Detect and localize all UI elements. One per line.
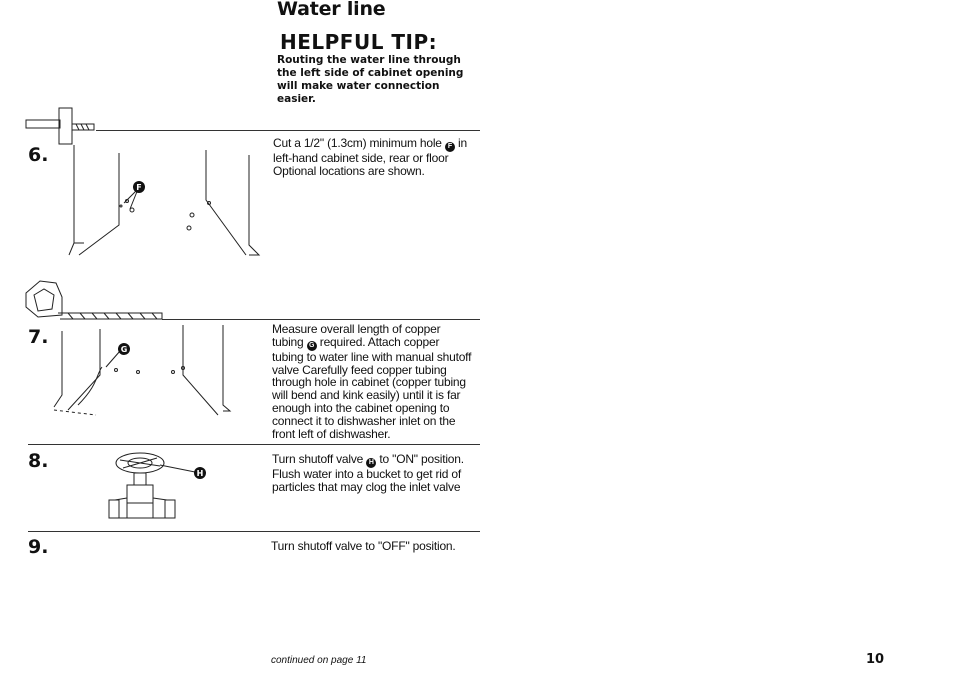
step-8-text-before: Turn shutoff valve xyxy=(272,452,367,466)
tip-text: Routing the water line through the left side of cabinet opening will make water connection easier. xyxy=(277,54,464,105)
step-6-number: 6. xyxy=(28,144,49,166)
step-9-number: 9. xyxy=(28,536,49,558)
step-9-divider xyxy=(28,531,480,532)
callout-f-label: F xyxy=(136,183,142,192)
step-7-number: 7. xyxy=(28,326,49,348)
step-6-illustration xyxy=(24,105,264,265)
page-number: 10 xyxy=(866,652,885,667)
step-7-text-after: required. Attach copper tubing to water line with manual shutoff valve Carefully feed copper tubing through hole in cabinet (copper tubing will bend and kink easily) until it is far enough into the cabinet opening to connect it to dishwasher inlet on the front left of dishwasher. xyxy=(272,334,472,441)
tip-heading: HELPFUL TIP: xyxy=(280,30,438,54)
step-9-text: Turn shutoff valve to "OFF" position. xyxy=(271,539,456,553)
step-8-divider xyxy=(28,444,480,445)
step-7-text xyxy=(272,323,472,440)
step-8-text-after: to "ON" position. Flush water into a bucket to get rid of particles that may clog the inlet valve xyxy=(272,452,464,494)
callout-f-icon: F xyxy=(445,142,455,152)
callout-g-icon: G xyxy=(307,341,317,351)
step-6-text-before: Cut a 1/2" (1.3cm) minimum hole xyxy=(273,136,445,150)
step-8-illustration xyxy=(105,448,215,528)
callout-h-icon: H xyxy=(366,458,376,468)
callout-h-label: H xyxy=(196,469,204,478)
section-title: Water line xyxy=(277,0,386,20)
step-8-number: 8. xyxy=(28,450,49,472)
continued-note: continued on page 11 xyxy=(271,655,367,666)
step-6-text-after: in left-hand cabinet side, rear or floor Optional locations are shown. xyxy=(273,136,467,178)
step-6-text xyxy=(273,137,473,178)
callout-g-label: G xyxy=(120,345,128,354)
step-7-text-before: Measure overall length of copper tubing xyxy=(272,322,441,349)
step-8-text xyxy=(272,453,472,494)
step-7-illustration xyxy=(18,275,258,435)
